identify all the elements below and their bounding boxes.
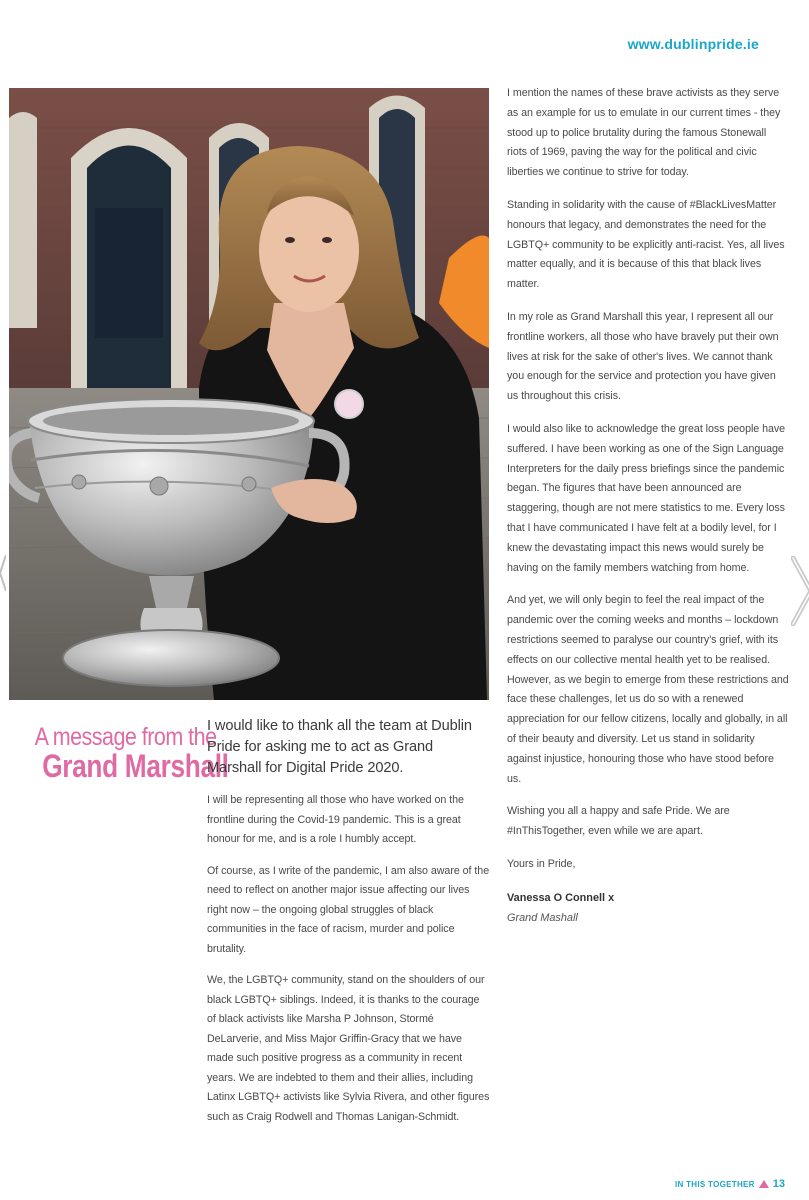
left-text-column xyxy=(207,716,491,1139)
headline-line-1: A message from the xyxy=(34,723,217,751)
headline-line-2: Grand Marshall xyxy=(42,748,229,785)
chevron-right-icon[interactable] xyxy=(791,556,809,626)
photo xyxy=(9,88,489,700)
body-paragraph: I mention the names of these brave activists as they serve as an example for us to emulate in our current times - they stood up to police brutality during the famous Stonewall riots of 1969, paving the way for the political and civic liberties we continue to strive for today. xyxy=(507,87,781,179)
body-paragraph: I would also like to acknowledge the great loss people have suffered. I have been working as one of the Sign Language Interpreters for the daily press briefings since the pandemic began. The figures that have been announced are staggering, though are not mere statistics to me. Every loss that I have communicated I have felt at a bodily level, for I knew the devastating impact this news would surely be having on the family members watching from home. xyxy=(507,422,786,574)
signature-name: Vanessa O Connell x xyxy=(507,891,615,904)
footer-tag: IN THIS TOGETHER xyxy=(674,1179,755,1189)
triangle-icon xyxy=(759,1180,769,1188)
body-paragraph: I will be representing all those who have worked on the frontline during the Covid-19 pandemic. This is a great honour for me, and is a role I humbly accept. xyxy=(207,794,464,845)
lead-paragraph: I would like to thank all the team at Dublin Pride for asking me to act as Grand Marshall for Digital Pride 2020. xyxy=(207,718,472,776)
body-paragraph: We, the LGBTQ+ community, stand on the shoulders of our black LGBTQ+ siblings. Indeed, it is thanks to the courage of black activists like Marsha P Johnson, Stormé DeLarverie, and Miss Major Griffin-Gracy that we have made such positive progress as a community in recent years. We are indebted to them and their allies, including Latinx LGBTQ+ activists like Sylvia Rivera, and other figures such as Craig Rodwell and Thomas Lanigan-Schmidt. xyxy=(207,974,490,1123)
right-text-column xyxy=(507,84,789,928)
sign-off: Yours in Pride, xyxy=(507,857,576,870)
article-headline xyxy=(8,723,229,785)
page-footer xyxy=(675,1178,785,1190)
body-paragraph: And yet, we will only begin to feel the real impact of the pandemic over the coming weeks and months – lockdown restrictions seemed to paralyse our country's grief, with its effects on our collective mental health yet to be realised. However, as we begin to emerge from these restrictions and face these challenges, let us do so with a renewed appreciation for our fellow citizens, locally and globally, in all of their beauty and diversity. Let us stand in solidarity against injustice, honouring those who have stood before us. xyxy=(507,594,789,785)
body-paragraph: Wishing you all a happy and safe Pride. We are #InThisTogether, even while we are apart. xyxy=(507,805,730,838)
body-paragraph: In my role as Grand Marshall this year, I represent all our frontline workers, all those who have bravely put their own lives at risk for the sake of other's lives. We cannot thank you enough for the service and protection you have given us throughout this crisis. xyxy=(507,310,779,403)
previous-page-indicator[interactable] xyxy=(0,555,6,591)
woman-holding-trophy-image xyxy=(9,88,489,700)
body-paragraph: Standing in solidarity with the cause of #BlackLivesMatter honours that legacy, and demonstrates the need for the LGBTQ+ community to be explicitly anti-racist. Yes, all lives matter equally, and it is because of this that black lives matter. xyxy=(507,198,785,291)
signature-title: Grand Mashall xyxy=(507,911,578,924)
body-paragraph: Of course, as I write of the pandemic, I am also aware of the need to reflect on another major issue affecting our lives right now – the ongoing global struggles of black communities in the face of racism, murder and police brutality. xyxy=(207,864,490,955)
page-number: 13 xyxy=(772,1178,785,1190)
site-url: www.dublinpride.ie xyxy=(627,36,759,52)
